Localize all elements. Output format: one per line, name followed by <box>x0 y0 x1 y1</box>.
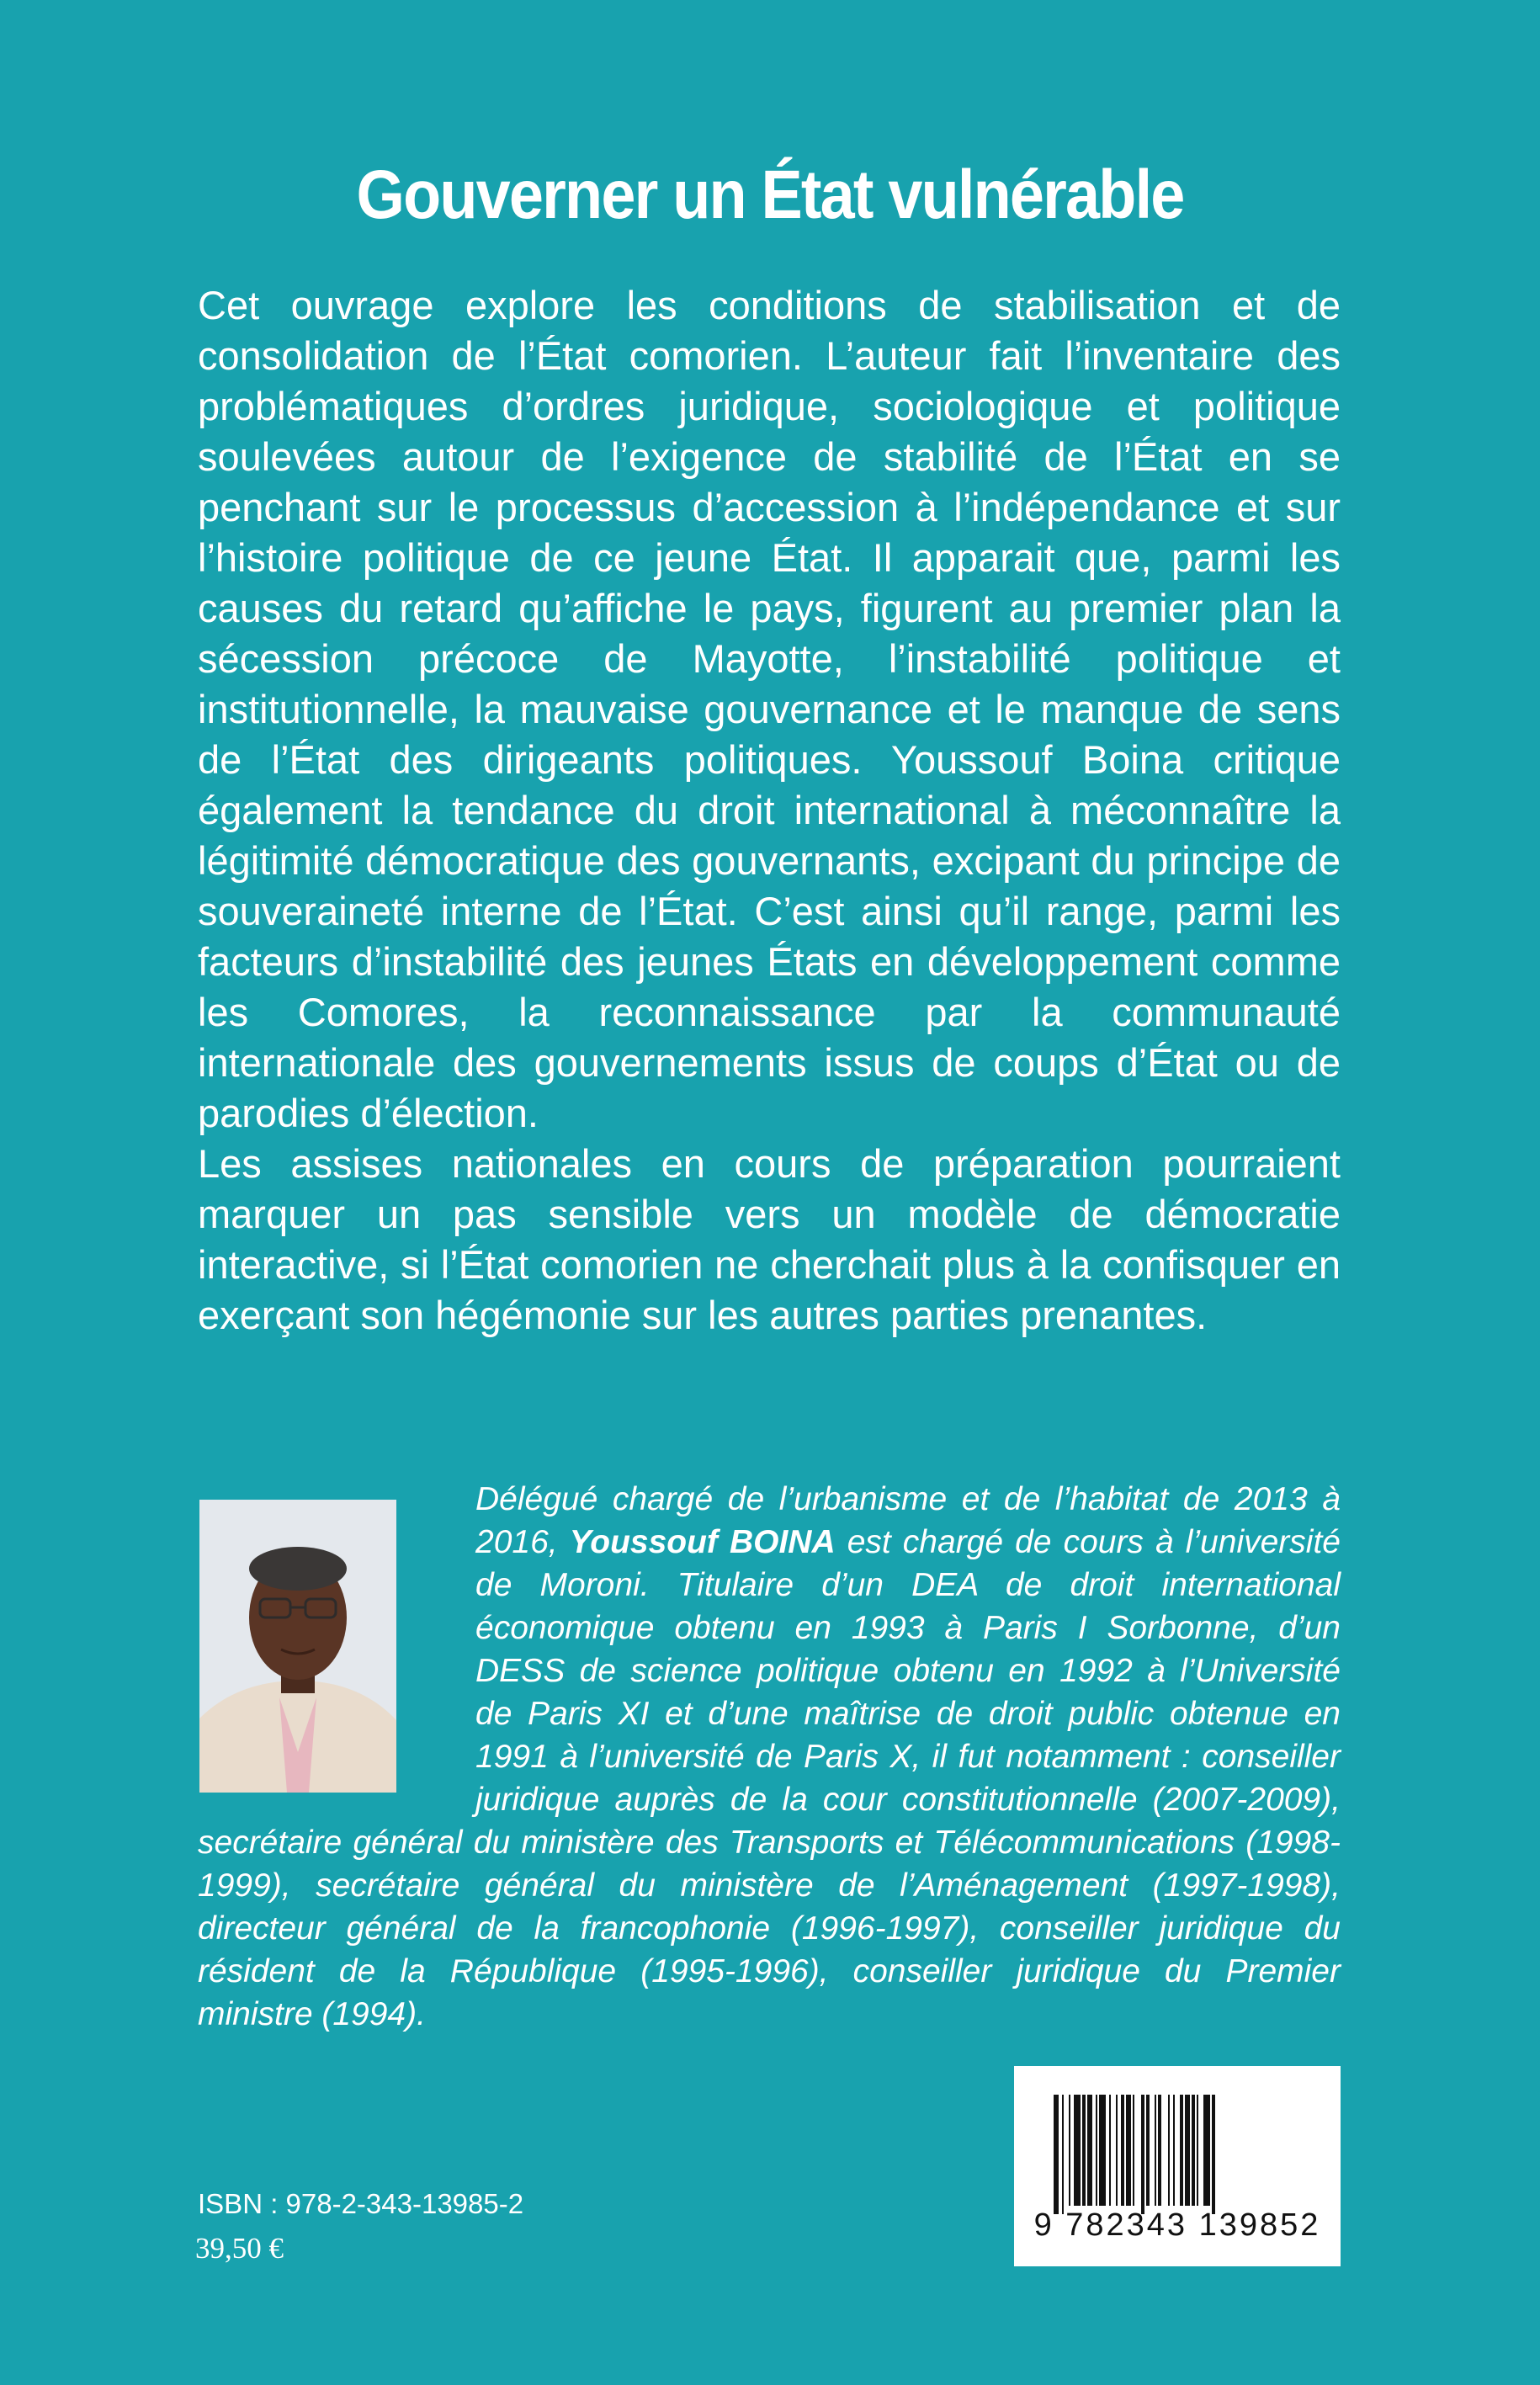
barcode-bar <box>1192 2095 1195 2206</box>
barcode <box>1014 2066 1341 2266</box>
barcode-bar <box>1146 2095 1150 2206</box>
barcode-bar <box>1096 2095 1097 2206</box>
price-label: 39,50 € <box>195 2232 284 2265</box>
summary-paragraph-1: Cet ouvrage explore les conditions de stabilisation et de consolidation de l’État comorien. L’auteur fait l’inventaire des problématiques d’ordres juridique, sociologique et politique soulevées autour de l’exigence de stabilité de l’État en se penchant sur le processus d’accession à l’indépendance et sur l’histoire politique de ce jeune État. Il apparait que, parmi les causes du retard qu’affiche le pays, figurent au premier plan la sécession précoce de Mayotte, l’instabilité politique et institutionnelle, la mauvaise gouvernance et le manque de sens de l’État des dirigeants politiques. Youssouf Boina critique également la tendance du droit international à méconnaître la légitimité démocratique des gouvernants, excipant du principe de souveraineté interne de l’État. C’est ainsi qu’il range, parmi les facteurs d’instabilité des jeunes États en développement comme les Comores, la reconnaissance par la communauté internationale des gouvernements issus de coups d’État ou de parodies d’élection. <box>198 283 1341 1135</box>
summary-paragraph-2: Les assises nationales en cours de préparation pourraient marquer un pas sensible vers un modèle de démocratie interactive, si l’État comorien ne cherchait plus à la confisquer en exerçant son hégémonie sur les autres parties prenantes. <box>198 1141 1341 1337</box>
barcode-bar <box>1197 2095 1198 2206</box>
author-biography <box>198 1478 1341 2036</box>
barcode-bar <box>1212 2095 1215 2214</box>
barcode-bar <box>1054 2095 1059 2214</box>
barcode-bar <box>1087 2095 1092 2206</box>
barcode-bar <box>1099 2095 1106 2206</box>
barcode-bar <box>1141 2095 1144 2214</box>
barcode-bar <box>1155 2095 1156 2206</box>
barcode-bar <box>1180 2095 1183 2206</box>
bio-intro: Délégué chargé de l’urbanisme et de l’habitat de 2013 à 2016, <box>475 1481 1341 1560</box>
barcode-bar <box>1082 2095 1086 2206</box>
barcode-bar <box>1173 2095 1175 2206</box>
bio-text: est chargé de cours à l’université de Moroni. Titulaire d’un DEA de droit international économique obtenu en 1993 à Paris I Sorbonne, d’un DESS de science politique obtenu en 1992 à l’Université de Paris XI et d’une maîtrise de droit public obtenue en 1991 à l’université de Paris X, il fut notamment : conseiller juridique auprès de la cour constitutionnelle (2007-2009), secrétaire général du ministère des Transports et Télécommunications (1998-1999), secrétaire général du ministère de l’Aménagement (1997-1998), directeur général de la francophonie (1996-1997), conseiller juridique du résident de la République (1995-1996), conseiller juridique du Premier ministre (1994). <box>198 1524 1341 2032</box>
photo-spacer <box>198 1478 475 1813</box>
barcode-bar <box>1074 2095 1081 2206</box>
barcode-bar <box>1133 2095 1134 2206</box>
barcode-bar <box>1069 2095 1070 2206</box>
isbn-label: ISBN : 978-2-343-13985-2 <box>198 2188 524 2219</box>
barcode-bar <box>1126 2095 1131 2206</box>
barcode-bar <box>1121 2095 1124 2206</box>
barcode-bar <box>1109 2095 1111 2206</box>
barcode-bar <box>1185 2095 1190 2206</box>
summary-text <box>198 280 1341 1341</box>
book-title: Gouverner un État vulnérable <box>356 157 1184 233</box>
barcode-bar <box>1116 2095 1118 2206</box>
barcode-bar <box>1168 2095 1170 2206</box>
barcode-digits: 9 782343 139852 <box>1033 2207 1321 2243</box>
barcode-bars <box>1054 2095 1301 2214</box>
barcode-bar <box>1203 2095 1210 2206</box>
author-name: Youssouf BOINA <box>569 1524 836 1560</box>
barcode-bar <box>1062 2095 1064 2214</box>
barcode-bar <box>1158 2095 1161 2206</box>
